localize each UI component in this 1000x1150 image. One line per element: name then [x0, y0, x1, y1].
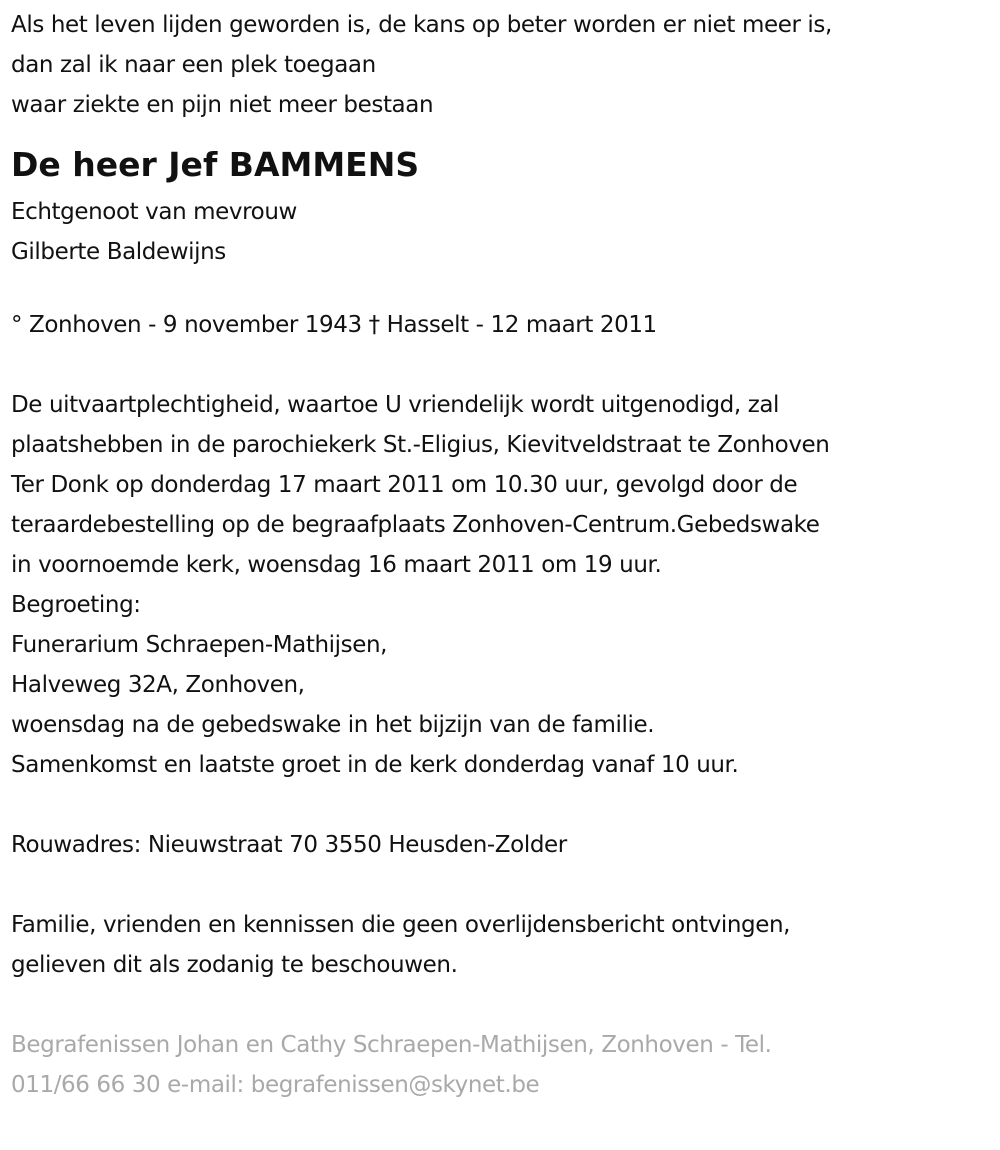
notice [11, 905, 996, 985]
notice-line: gelieven dit als zodanig te beschouwen. [11, 952, 458, 978]
spouse-line: Echtgenoot van mevrouw [11, 199, 297, 225]
funeral-home-footer [11, 1025, 996, 1105]
ceremony-line: Ter Donk op donderdag 17 maart 2011 om 10.30 uur, gevolgd door de [11, 472, 798, 498]
poem [11, 5, 996, 125]
ceremony-line: Halveweg 32A, Zonhoven, [11, 672, 305, 698]
ceremony-line: De uitvaartplechtigheid, waartoe U vriendelijk wordt uitgenodigd, zal [11, 392, 780, 418]
notice-line: Familie, vrienden en kennissen die geen overlijdensbericht ontvingen, [11, 912, 791, 938]
footer-line: Begrafenissen Johan en Cathy Schraepen-Mathijsen, Zonhoven - Tel. [11, 1032, 772, 1058]
poem-line: waar ziekte en pijn niet meer bestaan [11, 92, 434, 118]
spouse-name: Gilberte Baldewijns [11, 239, 226, 265]
ceremony-line: Funerarium Schraepen-Mathijsen, [11, 632, 388, 658]
ceremony-line: Samenkomst en laatste groet in de kerk donderdag vanaf 10 uur. [11, 752, 739, 778]
spouse-info [11, 192, 996, 272]
ceremony-line: woensdag na de gebedswake in het bijzijn van de familie. [11, 712, 655, 738]
ceremony-line: teraardebestelling op de begraafplaats Zonhoven-Centrum.Gebedswake [11, 512, 820, 538]
obituary-document [11, 5, 996, 1105]
ceremony-line: Begroeting: [11, 592, 141, 618]
poem-line: dan zal ik naar een plek toegaan [11, 52, 376, 78]
ceremony-line: in voornoemde kerk, woensdag 16 maart 2011 om 19 uur. [11, 552, 662, 578]
footer-contact-line: 011/66 66 30 e-mail: begrafenissen@skynet.be [11, 1072, 540, 1098]
mourning-address: Rouwadres: Nieuwstraat 70 3550 Heusden-Zolder [11, 832, 567, 858]
birth-death-dates: ° Zonhoven - 9 november 1943 † Hasselt - 12 maart 2011 [11, 312, 657, 338]
ceremony-line: plaatshebben in de parochiekerk St.-Eligius, Kievitveldstraat te Zonhoven [11, 432, 830, 458]
deceased-name: De heer Jef BAMMENS [11, 145, 420, 184]
ceremony-details [11, 385, 996, 785]
poem-line: Als het leven lijden geworden is, de kans op beter worden er niet meer is, [11, 12, 832, 38]
